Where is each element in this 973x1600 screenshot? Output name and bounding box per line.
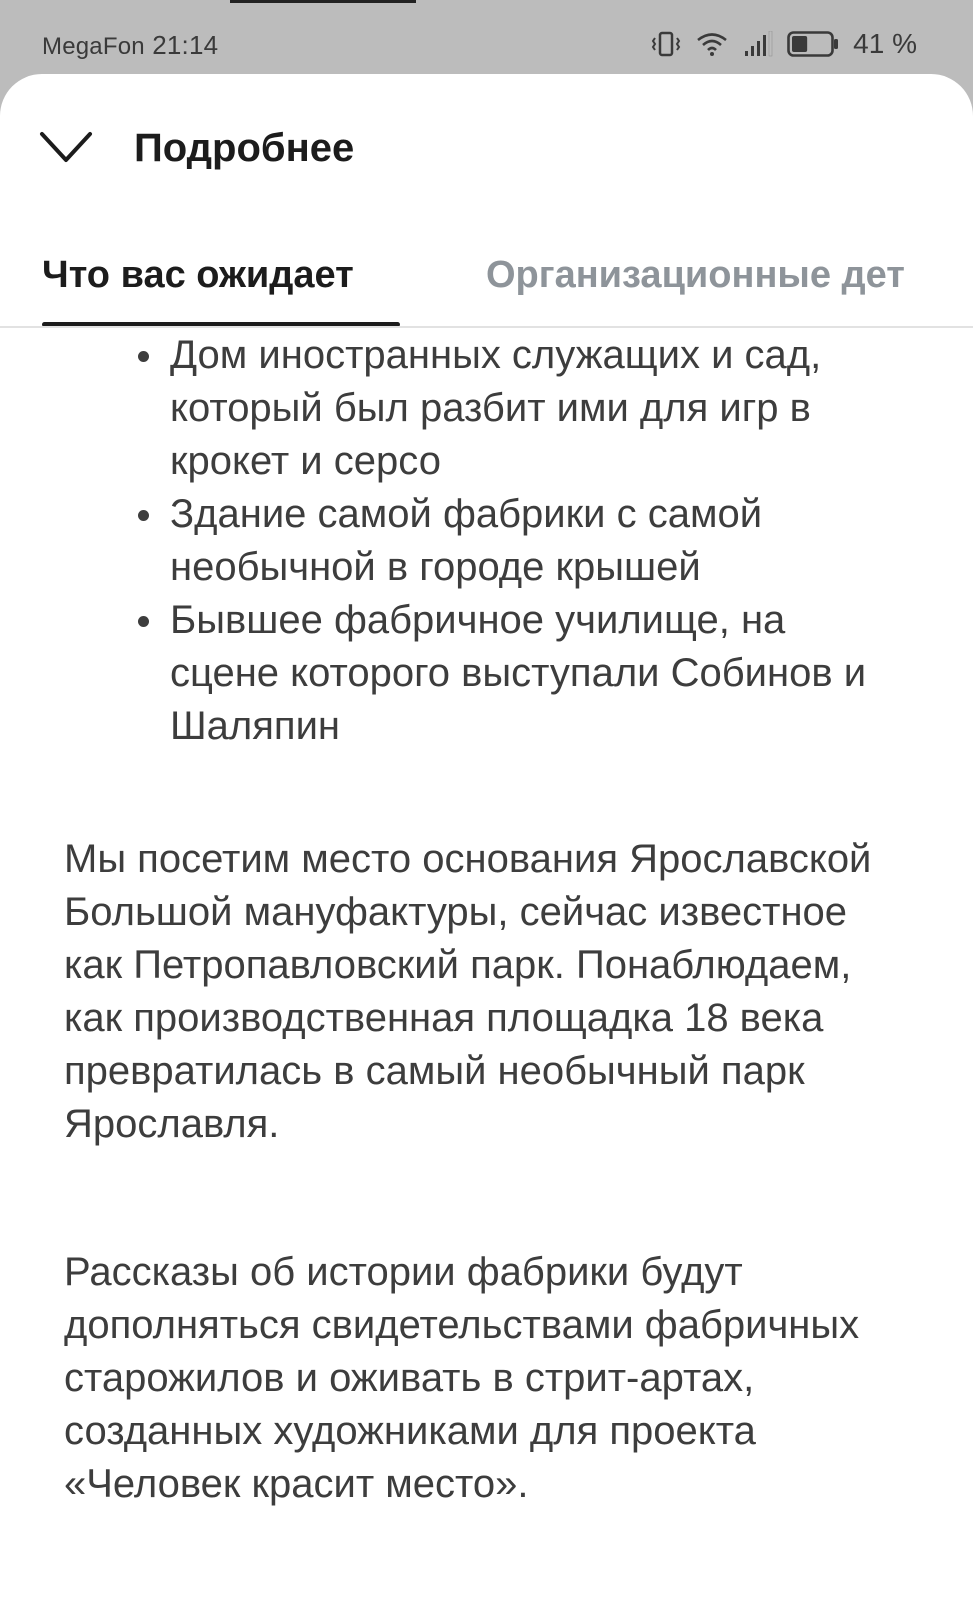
carrier-name: MegaFon xyxy=(42,33,145,60)
bullet-dot xyxy=(138,510,149,521)
tab-organizational-details[interactable]: Организационные дет xyxy=(486,254,905,296)
list-item-text: Здание самой фабрики с самой необычной в городе крышей xyxy=(170,492,763,589)
content-scroll-area[interactable] xyxy=(0,328,973,1600)
vibrate-icon xyxy=(651,31,681,57)
description-paragraph: Мы посетим место основания Ярославской Большой мануфактуры, сейчас известное как Петропавловский парк. Понаблюдаем, как производственная площадка 18 века превратилась в самый необычный парк Ярославля. xyxy=(64,837,872,1146)
attractions-list xyxy=(0,328,973,753)
list-item xyxy=(0,329,973,488)
battery-icon xyxy=(787,31,839,57)
active-tab-indicator xyxy=(42,322,400,327)
tab-what-to-expect[interactable]: Что вас ожидает xyxy=(42,254,354,296)
signal-icon xyxy=(743,31,773,57)
battery-percent: 41 % xyxy=(853,28,917,59)
tab-bar xyxy=(0,244,973,328)
bullet-dot xyxy=(138,616,149,627)
status-underline xyxy=(230,0,416,3)
bullet-dot xyxy=(138,351,149,362)
list-item-text: Бывшее фабричное училище, на сцене которого выступали Собинов и Шаляпин xyxy=(170,598,867,748)
status-icons xyxy=(651,28,917,60)
sheet-header xyxy=(0,74,973,224)
wifi-icon xyxy=(695,31,729,57)
clock: 21:14 xyxy=(152,30,219,60)
list-item-text: Дом иностранных служащих и сад, который был разбит ими для игр в крокет и серсо xyxy=(170,333,822,483)
list-item xyxy=(0,488,973,594)
chevron-down-icon[interactable] xyxy=(38,128,94,168)
details-sheet xyxy=(0,74,973,1600)
sheet-title: Подробнее xyxy=(134,126,355,170)
list-item xyxy=(0,594,973,753)
carrier-time xyxy=(42,30,218,61)
status-bar xyxy=(0,0,973,80)
description-paragraph: Рассказы об истории фабрики будут дополняться свидетельствами фабричных старожилов и оживать в стрит-артах, созданных художниками для проекта «Человек красит место». xyxy=(64,1250,860,1506)
